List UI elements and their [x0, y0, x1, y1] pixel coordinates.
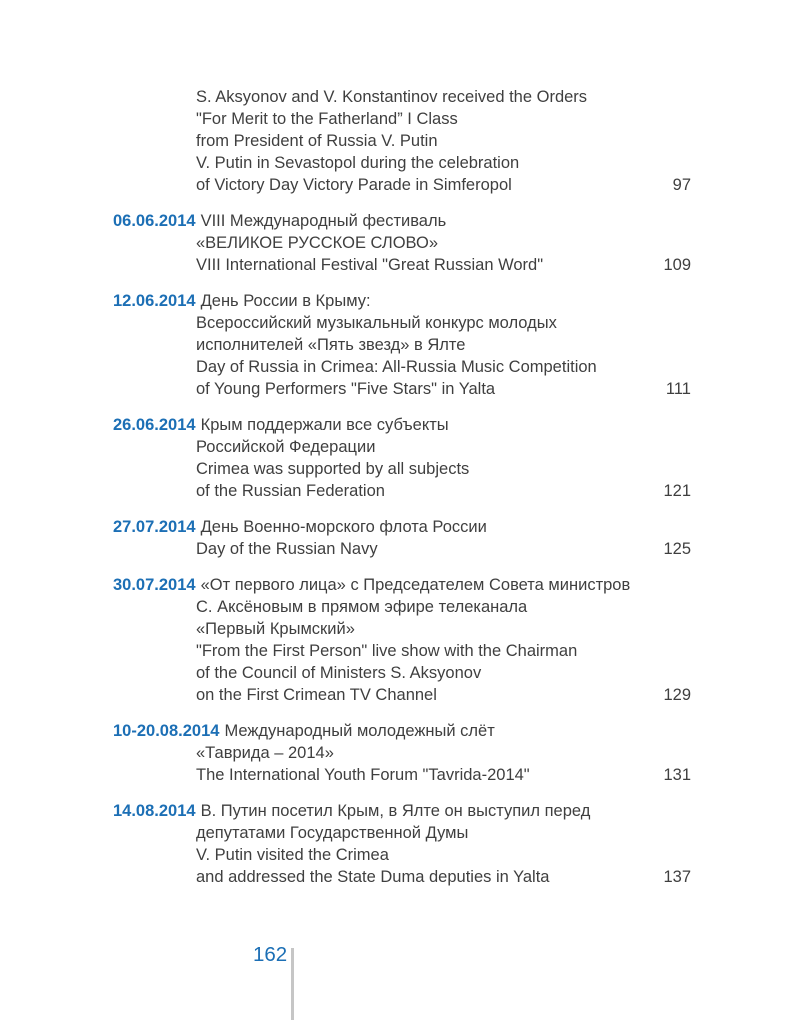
toc-entry-lines: Крым поддержали все субъекты Российской Федерации Crimea was supported by all subjects of the Russian Federation	[196, 416, 470, 500]
toc-entry-page-number: 131	[663, 766, 691, 784]
toc-entry	[113, 210, 691, 276]
toc-entry	[113, 290, 691, 400]
toc-entry	[113, 414, 691, 502]
toc-entry-lines: День Военно-морского флота России Day of the Russian Navy	[196, 518, 487, 558]
toc-entry-lines: Международный молодежный слёт «Таврида – 2014» The International Youth Forum "Tavrida-2014"	[196, 722, 530, 784]
toc-entry-lines: VIII Международный фестиваль «ВЕЛИКОЕ РУССКОЕ СЛОВО» VIII International Festival "Great Russian Word"	[196, 212, 544, 274]
toc-entry	[113, 800, 691, 888]
toc-entry-date: 14.08.2014	[113, 802, 196, 820]
toc-entry-date: 27.07.2014	[113, 518, 196, 536]
toc-entry-date: 12.06.2014	[113, 292, 196, 310]
footer-page-number: 162	[253, 943, 288, 966]
footer-divider-line	[291, 948, 294, 1020]
toc-entry-page-number: 137	[663, 868, 691, 886]
toc-entry-text	[113, 800, 691, 888]
toc-entry-text	[113, 516, 691, 560]
toc-entry	[113, 574, 691, 706]
toc-entry-lines: В. Путин посетил Крым, в Ялте он выступил перед депутатами Государственной Думы V. Putin visited the Crimea and addressed the State Duma deputies in Yalta	[196, 802, 591, 886]
toc-entry-text	[113, 720, 691, 786]
toc-entry-date: 06.06.2014	[113, 212, 196, 230]
toc-entry	[113, 86, 691, 196]
toc-entry	[113, 516, 691, 560]
toc-entry	[113, 720, 691, 786]
toc-entry-page-number: 97	[672, 176, 691, 194]
toc-entry-lines: «От первого лица» с Председателем Совета министров С. Аксёновым в прямом эфире телеканала «Первый Крымский» "From the First Person" live show with the Chairman of the Council of Ministers S. Aksyonov on the First Crimean TV Channel	[196, 576, 631, 704]
toc-entry-text	[113, 210, 691, 276]
toc-entry-page-number: 109	[663, 256, 691, 274]
toc-entry-text	[113, 574, 691, 706]
toc-entry-text	[113, 290, 691, 400]
toc-entry-date: 26.06.2014	[113, 416, 196, 434]
toc-entry-date: 30.07.2014	[113, 576, 196, 594]
toc-list	[113, 86, 691, 902]
toc-entry-date: 10-20.08.2014	[113, 722, 220, 740]
toc-entry-page-number: 125	[663, 540, 691, 558]
toc-entry-page-number: 121	[663, 482, 691, 500]
toc-entry-text	[113, 414, 691, 502]
toc-entry-page-number: 111	[665, 380, 691, 398]
toc-entry-lines: День России в Крыму: Всероссийский музыкальный конкурс молодых исполнителей «Пять звезд» в Ялте Day of Russia in Crimea: All-Russia Music Competition of Young Performers "Five Stars" in Yalta	[196, 292, 597, 398]
toc-entry-text	[113, 86, 691, 196]
toc-entry-page-number: 129	[663, 686, 691, 704]
toc-entry-lines: S. Aksyonov and V. Konstantinov received the Orders "For Merit to the Fatherland” I Class from President of Russia V. Putin V. Putin in Sevastopol during the celebration of Victory Day Victory Parade in Simferopol	[196, 88, 588, 194]
